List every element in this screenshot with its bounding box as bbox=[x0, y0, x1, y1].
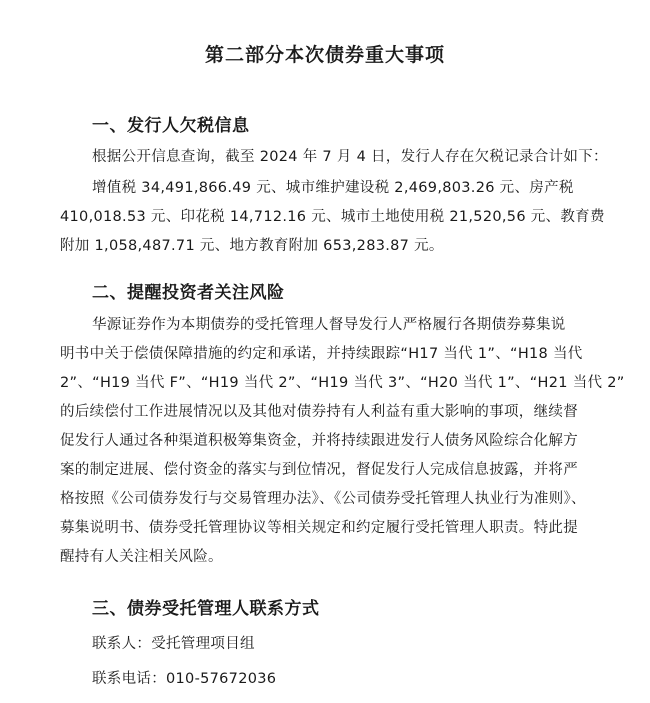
paragraph-line: 华源证券作为本期债券的受托管理人督导发行人严格履行各期债券募集说 bbox=[92, 317, 566, 333]
paragraph-line: 的后续偿付工作进展情况以及其他对债券持有人利益有重大影响的事项，继续督 bbox=[60, 404, 578, 420]
paragraph-line: 促发行人通过各种渠道积极筹集资金，并将持续跟进发行人债务风险综合化解方 bbox=[60, 433, 578, 449]
paragraph-line: 增值税 34,491,866.49 元、城市维护建设税 2,469,803.26 元、房产税 bbox=[92, 180, 574, 196]
section-heading-risk-warning: 二、提醒投资者关注风险 bbox=[92, 283, 285, 303]
paragraph-line: 明书中关于偿债保障措施的约定和承诺，并持续跟踪“H17 当代 1”、“H18 当代 bbox=[60, 346, 583, 362]
paragraph-line: 格按照《公司债券发行与交易管理办法》、《公司债券受托管理人执业行为准则》、 bbox=[60, 491, 586, 507]
paragraph-line: 410,018.53 元、印花税 14,712.16 元、城市土地使用税 21,520,56 元、教育费 bbox=[60, 209, 605, 225]
section-heading-tax-arrears: 一、发行人欠税信息 bbox=[92, 116, 250, 136]
section-heading-contact: 三、债券受托管理人联系方式 bbox=[92, 599, 320, 619]
paragraph-line: 附加 1,058,487.71 元、地方教育附加 653,283.87 元。 bbox=[60, 238, 444, 254]
paragraph-line: 募集说明书、债券受托管理协议等相关规定和约定履行受托管理人职责。特此提 bbox=[60, 520, 578, 536]
contact-phone: 联系电话：010-57672036 bbox=[92, 671, 277, 687]
paragraph-line: 醒持有人关注相关风险。 bbox=[60, 549, 223, 565]
paragraph-line: 案的制定进展、偿付资金的落实与到位情况，督促发行人完成信息披露，并将严 bbox=[60, 462, 578, 478]
contact-person: 联系人：受托管理项目组 bbox=[92, 636, 255, 652]
page-title: 第二部分本次债券重大事项 bbox=[204, 44, 445, 66]
paragraph-line: 2”、“H19 当代 F”、“H19 当代 2”、“H19 当代 3”、“H20 当代 1”、“H21 当代 2” bbox=[60, 375, 625, 391]
paragraph-line: 根据公开信息查询，截至 2024 年 7 月 4 日，发行人存在欠税记录合计如下： bbox=[92, 149, 608, 165]
